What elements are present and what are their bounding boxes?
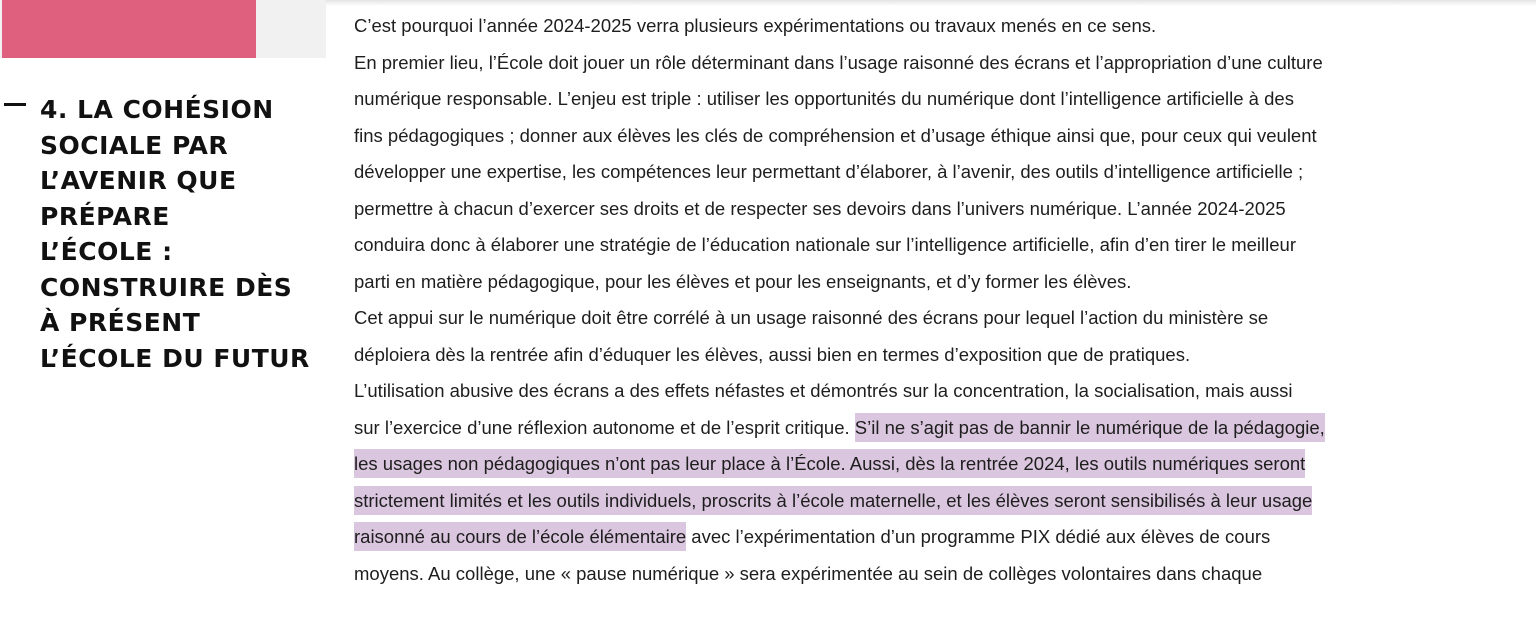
heading-line: L’ÉCOLE : <box>40 237 173 266</box>
heading-line: L’AVENIR QUE <box>40 166 237 195</box>
highlighted-text: strictement limités et les outils individuels, proscrits à l’école maternelle, et les élèves seront sensibilisés à leur usage <box>354 486 1312 515</box>
text-line <box>354 483 1524 520</box>
highlighted-text: les usages non pédagogiques n’ont pas leur place à l’École. Aussi, dès la rentrée 2024, les outils numériques seront <box>354 449 1305 478</box>
text-line <box>354 519 1524 556</box>
section-heading-text <box>40 92 324 376</box>
heading-line: 4. LA COHÉSION <box>40 95 274 124</box>
plain-text: sur l’exercice d’une réflexion autonome et de l’esprit critique. <box>354 416 855 438</box>
text-line: C’est pourquoi l’année 2024-2025 verra plusieurs expérimentations ou travaux menés en ce sens. <box>354 15 1157 36</box>
heading-line: SOCIALE PAR <box>40 130 229 160</box>
text-line: parti en matière pédagogique, pour les élèves et pour les enseignants, et d’y former les élèves. <box>354 270 1132 292</box>
heading-line: CONSTRUIRE DÈS <box>40 272 293 302</box>
dash-icon <box>4 103 26 106</box>
text-line: déploiera dès la rentrée afin d’éduquer les élèves, aussi bien en termes d’exposition que de pratiques. <box>354 343 1191 365</box>
highlighted-text: S’il ne s’agit pas de bannir le numérique de la pédagogie, <box>855 413 1325 442</box>
heading-line: À PRÉSENT <box>40 308 201 337</box>
text-line: développer une expertise, les compétences leur permettant d’élaborer, à l’avenir, des outils d’intelligence artificielle ; <box>354 161 1304 182</box>
text-line: moyens. Au collège, une « pause numérique » sera expérimentée au sein de collèges volontaires dans chaque <box>354 562 1263 584</box>
pink-accent-block <box>2 0 256 58</box>
text-line: En premier lieu, l’École doit jouer un rôle déterminant dans l’usage raisonné des écrans et l’appropriation d’une culture <box>354 51 1323 73</box>
heading-line: L’ÉCOLE DU FUTUR <box>40 343 310 373</box>
text-line: permettre à chacun d’exercer ses droits et de respecter ses devoirs dans l’univers numérique. L’année 2024-2025 <box>354 197 1286 219</box>
text-line: Cet appui sur le numérique doit être corrélé à un usage raisonné des écrans pour lequel l’action du ministère se <box>354 307 1269 328</box>
text-line: L’utilisation abusive des écrans a des effets néfastes et démontrés sur la concentration, la socialisation, mais aussi <box>354 380 1293 401</box>
article-content <box>354 8 1524 592</box>
section-heading <box>4 92 324 376</box>
text-line: numérique responsable. L’enjeu est triple : utiliser les opportunités du numérique dont l’intelligence artificielle à des <box>354 88 1294 109</box>
heading-line: PRÉPARE <box>40 201 170 231</box>
highlighted-text: raisonné au cours de l’école élémentaire <box>354 522 686 551</box>
text-line: conduira donc à élaborer une stratégie de l’éducation nationale sur l’intelligence artificielle, afin d’en tirer le meilleur <box>354 234 1296 255</box>
text-line <box>354 446 1524 483</box>
text-line <box>354 410 1524 447</box>
text-line: fins pédagogiques ; donner aux élèves les clés de compréhension et d’usage éthique ainsi que, pour ceux qui veulent <box>354 124 1317 146</box>
plain-text: avec l’expérimentation d’un programme PIX dédié aux élèves de cours <box>686 526 1271 547</box>
